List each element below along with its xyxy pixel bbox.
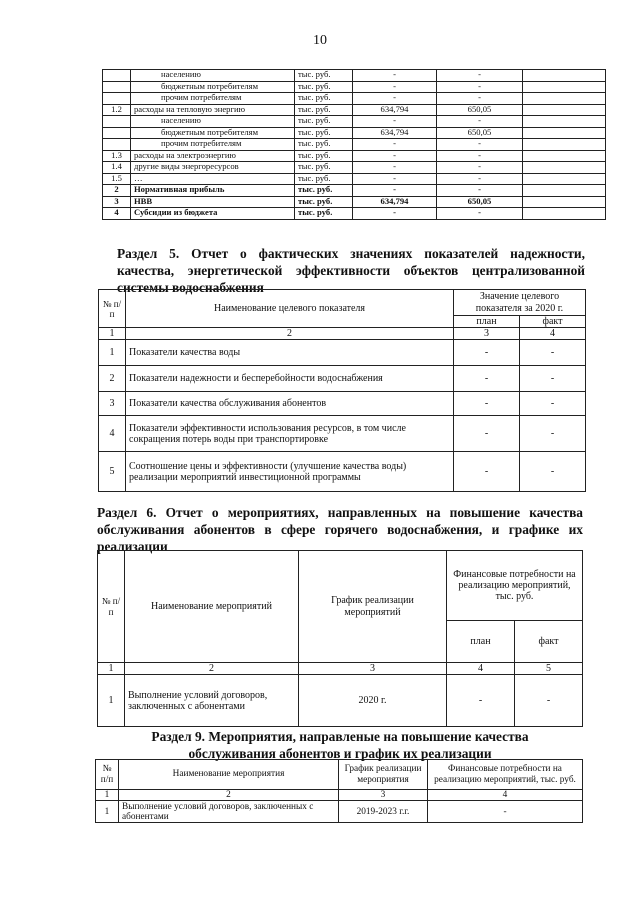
section5-table-body bbox=[99, 340, 586, 492]
row-number: 1.4 bbox=[103, 162, 131, 174]
indicator-fact: - bbox=[520, 416, 586, 452]
section6-table-body bbox=[98, 675, 583, 727]
row-number: 4 bbox=[103, 208, 131, 220]
row-empty-cell bbox=[523, 93, 606, 105]
indicator-name: Показатели эффективности использования ресурсов, в том числе сокращения потерь воды при транспортировке bbox=[126, 416, 454, 452]
row-unit: тыс. руб. bbox=[295, 70, 353, 82]
row-name: расходы на тепловую энергию bbox=[131, 104, 295, 116]
row-value-plan: - bbox=[353, 70, 437, 82]
row-value-plan: - bbox=[353, 81, 437, 93]
measure-schedule: 2020 г. bbox=[299, 675, 447, 727]
row-empty-cell bbox=[523, 127, 606, 139]
row-number: 1.5 bbox=[103, 173, 131, 185]
row-value-plan: 634,794 bbox=[353, 104, 437, 116]
row-value-fact: 650,05 bbox=[437, 196, 523, 208]
table-row bbox=[103, 104, 606, 116]
s6-index-4: 4 bbox=[447, 663, 515, 675]
row-name: прочим потребителям bbox=[131, 93, 295, 105]
table-row bbox=[96, 801, 583, 823]
row-unit: тыс. руб. bbox=[295, 162, 353, 174]
row-number bbox=[103, 81, 131, 93]
indicator-plan: - bbox=[454, 340, 520, 366]
table-row bbox=[103, 185, 606, 197]
row-number: 2 bbox=[103, 185, 131, 197]
indicator-plan: - bbox=[454, 366, 520, 392]
row-unit: тыс. руб. bbox=[295, 93, 353, 105]
table-row bbox=[99, 416, 586, 452]
row-unit: тыс. руб. bbox=[295, 196, 353, 208]
s6-header-name: Наименование мероприятий bbox=[125, 551, 299, 663]
row-empty-cell bbox=[523, 70, 606, 82]
measure-name: Выполнение условий договоров, заключенных с абонентами bbox=[119, 801, 339, 823]
row-name: расходы на электроэнергию bbox=[131, 150, 295, 162]
row-value-fact: - bbox=[437, 185, 523, 197]
table-row bbox=[99, 392, 586, 416]
measure-schedule: 2019-2023 г.г. bbox=[339, 801, 428, 823]
section5-table bbox=[98, 289, 586, 492]
indicator-fact: - bbox=[520, 340, 586, 366]
s5-header-plan: план bbox=[454, 316, 520, 328]
s5-header-fact: факт bbox=[520, 316, 586, 328]
row-value-plan: - bbox=[353, 116, 437, 128]
row-number bbox=[103, 127, 131, 139]
row-number: 1.3 bbox=[103, 150, 131, 162]
row-name: бюджетным потребителям bbox=[131, 127, 295, 139]
row-empty-cell bbox=[523, 116, 606, 128]
s9-index-2: 2 bbox=[119, 790, 339, 801]
row-unit: тыс. руб. bbox=[295, 173, 353, 185]
section5-title: Раздел 5. Отчет о фактических значениях показателей надежности, качества, энергетической эффективности объектов централизованной системы водоснабжения bbox=[117, 246, 585, 296]
row-value-plan: - bbox=[353, 173, 437, 185]
measure-finance: - bbox=[428, 801, 583, 823]
s9-header-num: № п/п bbox=[96, 760, 119, 790]
s5-header-name: Наименование целевого показателя bbox=[126, 290, 454, 328]
row-unit: тыс. руб. bbox=[295, 127, 353, 139]
row-name: другие виды энергоресурсов bbox=[131, 162, 295, 174]
row-number: 3 bbox=[103, 196, 131, 208]
indicator-name: Соотношение цены и эффективности (улучшение качества воды) реализации мероприятий инвестиционной программы bbox=[126, 452, 454, 492]
row-value-fact: 650,05 bbox=[437, 127, 523, 139]
row-number bbox=[103, 93, 131, 105]
table-row bbox=[103, 173, 606, 185]
indicator-name: Показатели качества обслуживания абонентов bbox=[126, 392, 454, 416]
s5-index-3: 3 bbox=[454, 328, 520, 340]
row-unit: тыс. руб. bbox=[295, 139, 353, 151]
measure-number: 1 bbox=[96, 801, 119, 823]
row-empty-cell bbox=[523, 162, 606, 174]
indicator-plan: - bbox=[454, 392, 520, 416]
indicator-fact: - bbox=[520, 452, 586, 492]
measure-name: Выполнение условий договоров, заключенных с абонентами bbox=[125, 675, 299, 727]
row-value-fact: - bbox=[437, 173, 523, 185]
indicator-name: Показатели качества воды bbox=[126, 340, 454, 366]
table-row bbox=[103, 150, 606, 162]
table-row bbox=[103, 208, 606, 220]
row-value-fact: 650,05 bbox=[437, 104, 523, 116]
s5-header-value: Значение целевого показателя за 2020 г. bbox=[454, 290, 586, 316]
row-number: 1.2 bbox=[103, 104, 131, 116]
row-name: Нормативная прибыль bbox=[131, 185, 295, 197]
row-value-fact: - bbox=[437, 150, 523, 162]
cost-table-body bbox=[103, 70, 606, 220]
table-row bbox=[103, 116, 606, 128]
row-unit: тыс. руб. bbox=[295, 81, 353, 93]
table-row bbox=[99, 452, 586, 492]
indicator-number: 4 bbox=[99, 416, 126, 452]
row-name: НВВ bbox=[131, 196, 295, 208]
s6-header-fact: факт bbox=[515, 621, 583, 663]
section6-table bbox=[97, 550, 583, 727]
page-number: 10 bbox=[313, 33, 327, 48]
row-name: населению bbox=[131, 116, 295, 128]
row-empty-cell bbox=[523, 208, 606, 220]
s5-index-1: 1 bbox=[99, 328, 126, 340]
section9-table-body bbox=[96, 801, 583, 823]
table-row bbox=[103, 162, 606, 174]
measure-plan: - bbox=[447, 675, 515, 727]
row-value-plan: - bbox=[353, 185, 437, 197]
section9-table bbox=[95, 759, 583, 823]
row-value-plan: - bbox=[353, 208, 437, 220]
row-unit: тыс. руб. bbox=[295, 150, 353, 162]
measure-fact: - bbox=[515, 675, 583, 727]
row-name: бюджетным потребителям bbox=[131, 81, 295, 93]
table-row bbox=[103, 127, 606, 139]
s6-index-1: 1 bbox=[98, 663, 125, 675]
indicator-plan: - bbox=[454, 416, 520, 452]
row-unit: тыс. руб. bbox=[295, 104, 353, 116]
row-name: … bbox=[131, 173, 295, 185]
s9-header-finance: Финансовые потребности на реализацию мероприятий, тыс. руб. bbox=[428, 760, 583, 790]
section9-title: Раздел 9. Мероприятия, направленые на повышение качества обслуживания абонентов и график их реализации bbox=[151, 729, 529, 762]
section6-title: Раздел 6. Отчет о мероприятиях, направленных на повышение качества обслуживания абонентов в сфере горячего водоснабжения, и графике их реализации bbox=[97, 505, 583, 555]
row-empty-cell bbox=[523, 104, 606, 116]
s6-index-3: 3 bbox=[299, 663, 447, 675]
row-empty-cell bbox=[523, 196, 606, 208]
indicator-fact: - bbox=[520, 366, 586, 392]
row-unit: тыс. руб. bbox=[295, 116, 353, 128]
table-row bbox=[103, 81, 606, 93]
s9-index-3: 3 bbox=[339, 790, 428, 801]
row-name: населению bbox=[131, 70, 295, 82]
indicator-fact: - bbox=[520, 392, 586, 416]
s6-index-5: 5 bbox=[515, 663, 583, 675]
indicator-plan: - bbox=[454, 452, 520, 492]
s6-header-num: № п/п bbox=[98, 551, 125, 663]
s6-header-finance: Финансовые потребности на реализацию мероприятий, тыс. руб. bbox=[447, 551, 583, 621]
row-empty-cell bbox=[523, 173, 606, 185]
row-value-fact: - bbox=[437, 208, 523, 220]
s9-header-name: Наименование мероприятия bbox=[119, 760, 339, 790]
row-name: прочим потребителям bbox=[131, 139, 295, 151]
row-value-plan: - bbox=[353, 150, 437, 162]
s5-index-4: 4 bbox=[520, 328, 586, 340]
row-empty-cell bbox=[523, 185, 606, 197]
row-value-fact: - bbox=[437, 162, 523, 174]
row-value-plan: - bbox=[353, 93, 437, 105]
row-empty-cell bbox=[523, 139, 606, 151]
table-row bbox=[98, 675, 583, 727]
row-value-fact: - bbox=[437, 70, 523, 82]
s6-index-2: 2 bbox=[125, 663, 299, 675]
table-row bbox=[103, 139, 606, 151]
measure-number: 1 bbox=[98, 675, 125, 727]
s9-index-4: 4 bbox=[428, 790, 583, 801]
s5-index-2: 2 bbox=[126, 328, 454, 340]
indicator-number: 3 bbox=[99, 392, 126, 416]
row-value-plan: - bbox=[353, 139, 437, 151]
row-value-fact: - bbox=[437, 81, 523, 93]
table-row bbox=[103, 93, 606, 105]
row-unit: тыс. руб. bbox=[295, 208, 353, 220]
row-value-fact: - bbox=[437, 139, 523, 151]
row-number bbox=[103, 116, 131, 128]
row-unit: тыс. руб. bbox=[295, 185, 353, 197]
row-empty-cell bbox=[523, 150, 606, 162]
row-value-fact: - bbox=[437, 93, 523, 105]
table-row bbox=[103, 196, 606, 208]
s5-header-num: № п/п bbox=[99, 290, 126, 328]
table-row bbox=[103, 70, 606, 82]
row-value-plan: 634,794 bbox=[353, 196, 437, 208]
row-value-plan: 634,794 bbox=[353, 127, 437, 139]
cost-table bbox=[102, 69, 606, 220]
indicator-number: 2 bbox=[99, 366, 126, 392]
indicator-number: 1 bbox=[99, 340, 126, 366]
s6-header-schedule: График реализации мероприятий bbox=[299, 551, 447, 663]
row-number bbox=[103, 70, 131, 82]
indicator-number: 5 bbox=[99, 452, 126, 492]
indicator-name: Показатели надежности и бесперебойности водоснабжения bbox=[126, 366, 454, 392]
row-number bbox=[103, 139, 131, 151]
table-row bbox=[99, 340, 586, 366]
row-empty-cell bbox=[523, 81, 606, 93]
s9-index-1: 1 bbox=[96, 790, 119, 801]
row-name: Субсидии из бюджета bbox=[131, 208, 295, 220]
s9-header-schedule: График реализации мероприятия bbox=[339, 760, 428, 790]
s6-header-plan: план bbox=[447, 621, 515, 663]
row-value-fact: - bbox=[437, 116, 523, 128]
row-value-plan: - bbox=[353, 162, 437, 174]
table-row bbox=[99, 366, 586, 392]
